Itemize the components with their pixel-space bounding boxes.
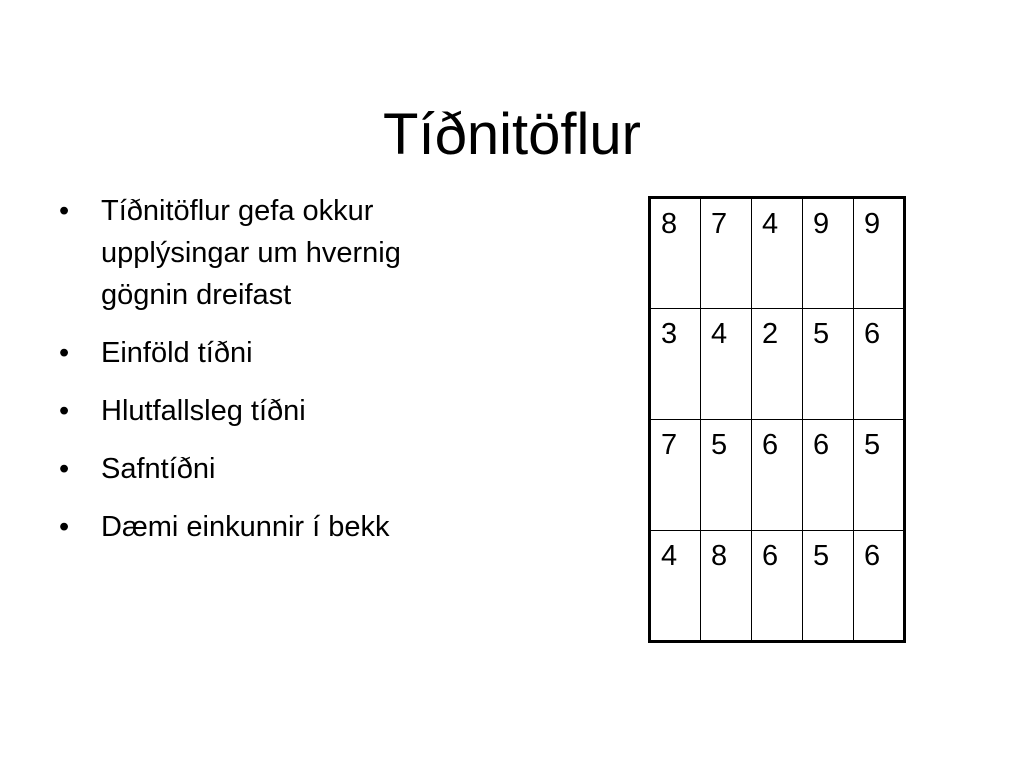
table-cell: 8 — [650, 198, 701, 309]
bullet-item — [55, 448, 495, 490]
table-cell: 4 — [701, 309, 752, 420]
table-cell: 5 — [803, 309, 854, 420]
table-cell: 2 — [752, 309, 803, 420]
bullet-text: Tíðnitöflur gefa okkur upplýsingar um hvernig gögnin dreifast — [101, 195, 401, 311]
bullet-marker: • — [59, 453, 70, 485]
table-cell: 9 — [854, 198, 905, 309]
bullet-text: Einföld tíðni — [101, 337, 253, 369]
table-cell: 5 — [854, 420, 905, 531]
table-row — [650, 309, 905, 420]
table-cell: 3 — [650, 309, 701, 420]
bullet-item — [55, 390, 495, 432]
bullet-item — [55, 190, 495, 316]
table-cell: 9 — [803, 198, 854, 309]
table-row — [650, 531, 905, 642]
bullet-text: Dæmi einkunnir í bekk — [101, 511, 390, 543]
table-cell: 6 — [854, 531, 905, 642]
table-cell: 6 — [752, 531, 803, 642]
table-cell: 6 — [752, 420, 803, 531]
table-cell: 6 — [854, 309, 905, 420]
table-cell: 6 — [803, 420, 854, 531]
bullet-text: Hlutfallsleg tíðni — [101, 395, 306, 427]
table-cell: 7 — [650, 420, 701, 531]
table-row — [650, 420, 905, 531]
table-row — [650, 198, 905, 309]
table-cell: 7 — [701, 198, 752, 309]
table-cell: 4 — [650, 531, 701, 642]
table-cell: 8 — [701, 531, 752, 642]
bullet-list — [55, 190, 495, 564]
bullet-item — [55, 332, 495, 374]
bullet-marker: • — [59, 511, 70, 543]
bullet-text: Safntíðni — [101, 453, 216, 485]
slide-title: Tíðnitöflur — [383, 101, 641, 167]
bullet-marker: • — [59, 195, 70, 227]
table-cell: 5 — [701, 420, 752, 531]
grades-table — [648, 196, 906, 643]
bullet-marker: • — [59, 395, 70, 427]
bullet-item — [55, 506, 495, 548]
table-cell: 5 — [803, 531, 854, 642]
table-cell: 4 — [752, 198, 803, 309]
bullet-marker: • — [59, 337, 70, 369]
